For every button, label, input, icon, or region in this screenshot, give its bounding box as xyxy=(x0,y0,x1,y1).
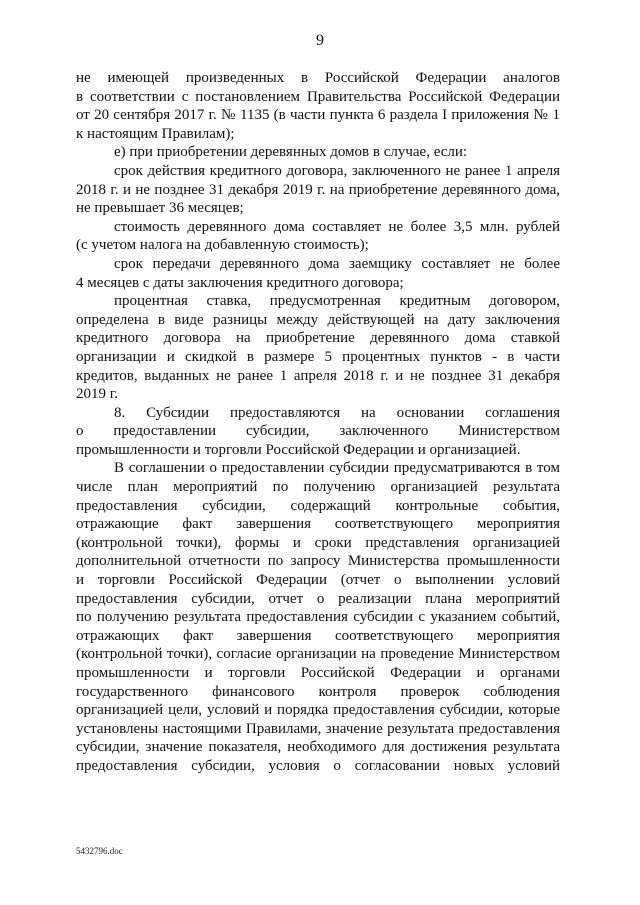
text-line: организацией цели, условий и порядка предоставления субсидии, которые xyxy=(76,702,560,719)
text-line: дополнительной отчетности по запросу Министерства промышленности xyxy=(76,553,560,570)
text-line: (с учетом налога на добавленную стоимость); xyxy=(76,237,369,254)
text-line: государственного финансового контроля проверок соблюдения xyxy=(76,683,560,700)
text-line: числе план мероприятий по получению организацией результата xyxy=(76,479,560,496)
text-line: не превышает 36 месяцев; xyxy=(76,200,244,217)
text-line: и торговли Российской Федерации (отчет о выполнении условий xyxy=(76,572,560,589)
text-line: 8. Субсидии предоставляются на основании соглашения xyxy=(114,404,560,421)
text-line: е) при приобретении деревянных домов в случае, если: xyxy=(114,144,468,161)
text-line: срок передачи деревянного дома заемщику составляет не более xyxy=(114,255,560,272)
text-line: о предоставлении субсидии, заключенного Министерством xyxy=(76,423,560,440)
document-file-code: 5432796.doc xyxy=(76,846,123,856)
text-line: кредитов, выданных не ранее 1 апреля 2018 г. и не позднее 31 декабря xyxy=(76,367,560,384)
text-line: 4 месяцев с даты заключения кредитного договора; xyxy=(76,274,404,291)
text-line: к настоящим Правилам); xyxy=(76,125,235,142)
text-line: (контрольной точки), формы и сроки представления организацией xyxy=(76,534,560,551)
text-line: установлены настоящими Правилами, значение результата предоставления xyxy=(76,720,560,737)
text-line: субсидии, значение показателя, необходимого для достижения результата xyxy=(76,739,560,756)
text-line: кредитного договора на приобретение деревянного дома ставкой xyxy=(76,330,560,347)
text-line: предоставления субсидии, содержащий контрольные события, xyxy=(76,497,560,514)
text-line: срок действия кредитного договора, заключенного не ранее 1 апреля xyxy=(114,162,560,179)
text-line: промышленности и торговли Российской Федерации и органами xyxy=(76,665,560,681)
text-line: промышленности и торговли Российской Федерации и организацией. xyxy=(76,441,521,458)
page-number: 9 xyxy=(316,32,324,49)
text-line: в соответствии с постановлением Правительства Российской Федерации xyxy=(76,88,560,105)
text-line: организации и скидкой в размере 5 процентных пунктов - в части xyxy=(76,348,560,365)
text-line: стоимость деревянного дома составляет не более 3,5 млн. рублей xyxy=(114,218,560,235)
text-line: от 20 сентября 2017 г. № 1135 (в части пункта 6 раздела I приложения № 1 xyxy=(76,107,560,124)
text-line: по получению результата предоставления субсидии с указанием событий, xyxy=(76,609,560,626)
text-line: предоставления субсидии, отчет о реализации плана мероприятий xyxy=(76,590,560,607)
text-line: процентная ставка, предусмотренная кредитным договором, xyxy=(114,293,560,310)
text-line: (контрольной точки), согласие организации на проведение Министерством xyxy=(76,646,560,663)
text-line: не имеющей произведенных в Российской Федерации аналогов xyxy=(76,70,560,86)
text-line: отражающих факт завершения соответствующего мероприятия xyxy=(76,627,560,644)
text-line: 2018 г. и не позднее 31 декабря 2019 г. на приобретение деревянного дома, xyxy=(76,181,560,198)
text-line: предоставления субсидии, условия о согласовании новых условий xyxy=(76,757,560,774)
text-line: 2019 г. xyxy=(76,386,118,403)
document-body xyxy=(76,69,560,776)
text-line: В соглашении о предоставлении субсидии предусматриваются в том xyxy=(114,460,560,477)
text-line: отражающие факт завершения соответствующего мероприятия xyxy=(76,516,560,533)
text-line: определена в виде разницы между действующей на дату заключения xyxy=(76,311,560,328)
